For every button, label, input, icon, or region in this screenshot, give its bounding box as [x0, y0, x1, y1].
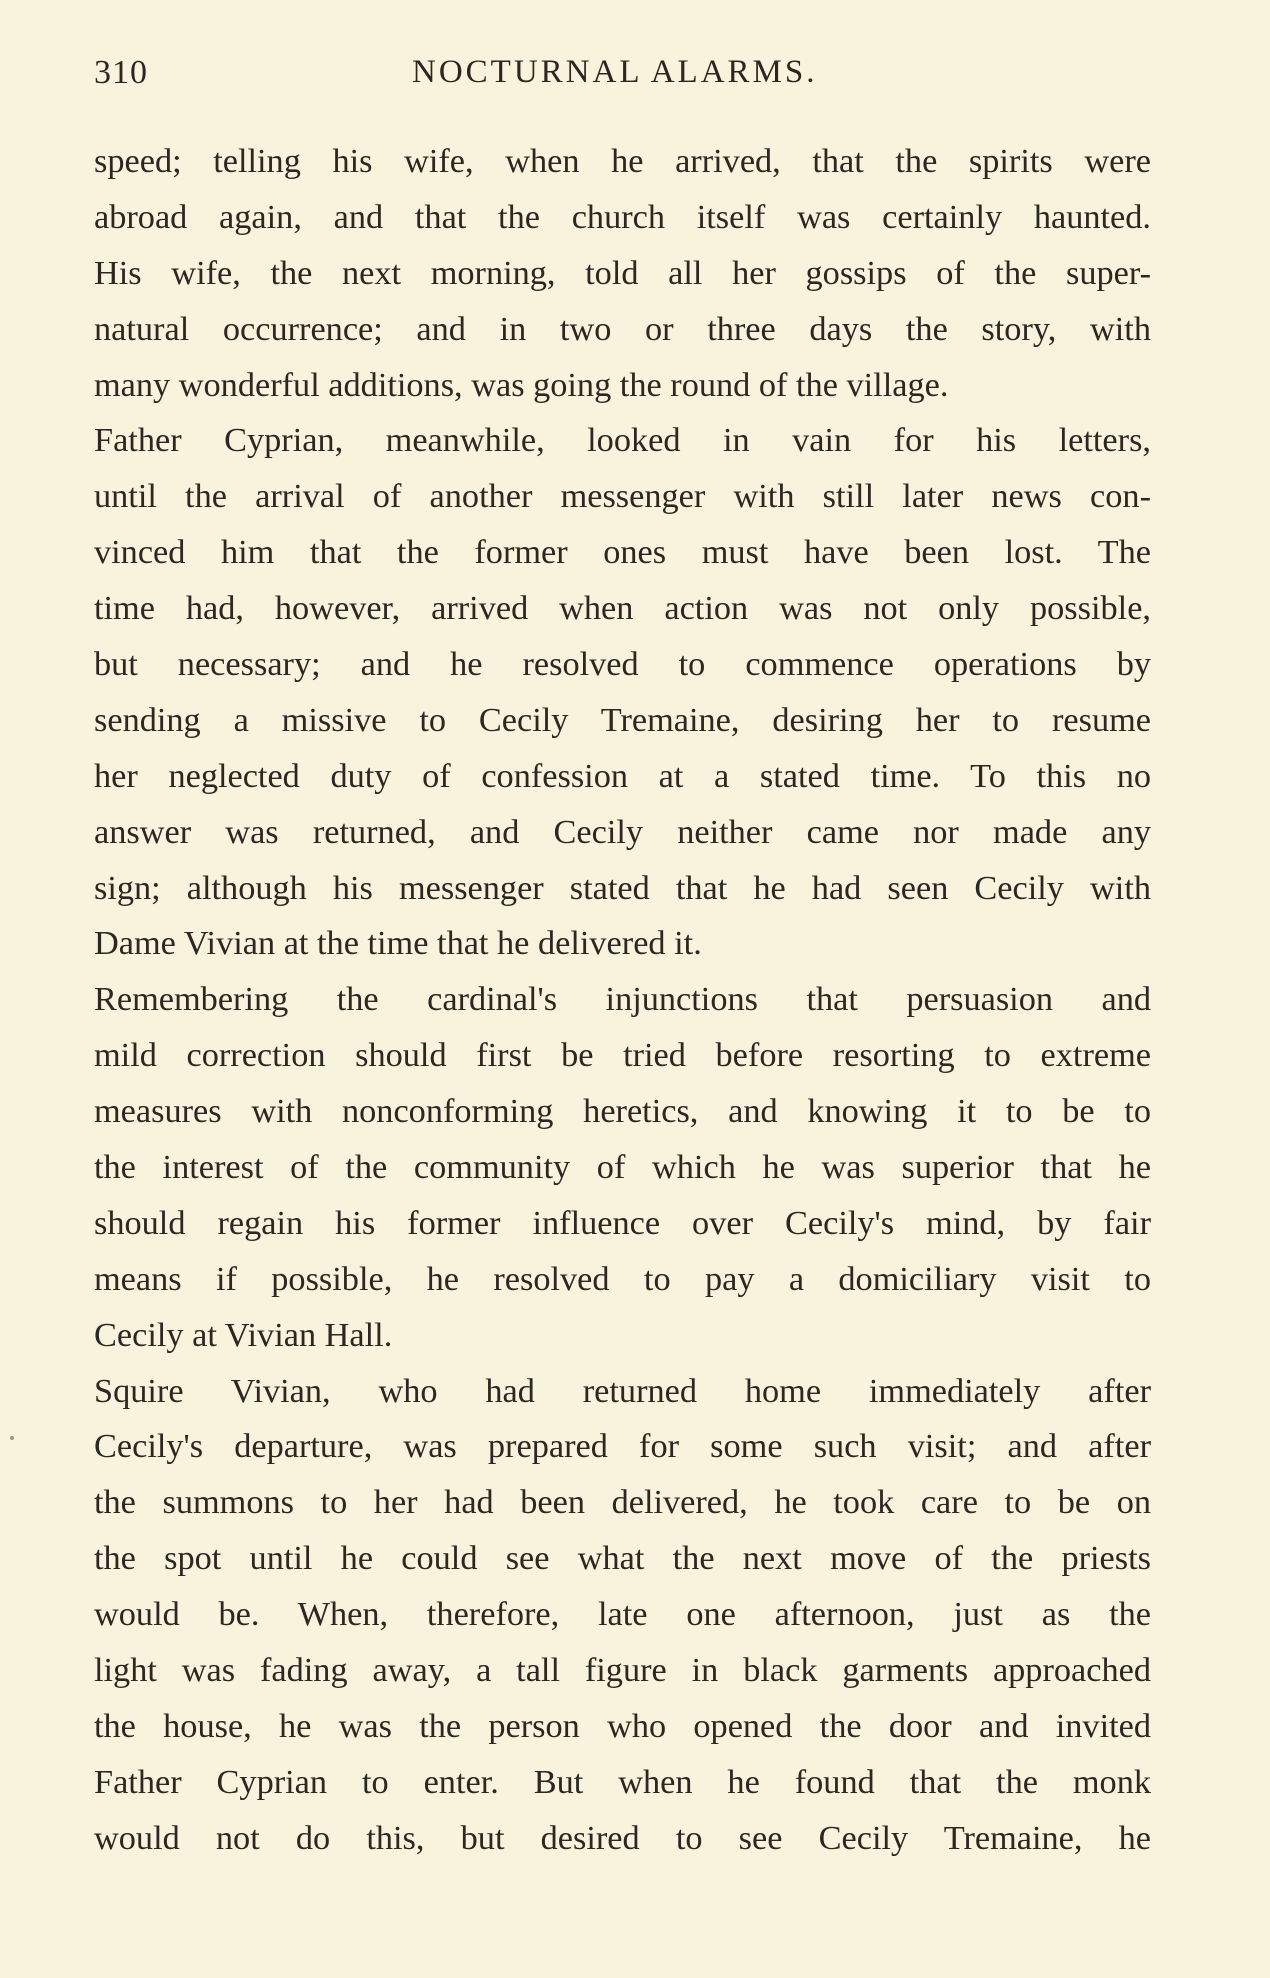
text-line: answer was returned, and Cecily neither came nor made any [94, 812, 1151, 851]
text-line: means if possible, he resolved to pay a domiciliary visit to [94, 1259, 1151, 1298]
text-line: her neglected duty of confession at a stated time. To this no [94, 756, 1151, 795]
text-line: sending a missive to Cecily Tremaine, desiring her to resume [94, 700, 1151, 739]
text-line: the interest of the community of which he was superior that he [94, 1148, 1151, 1187]
text-line: the summons to her had been delivered, he took care to be on [94, 1483, 1151, 1522]
text-line: sign; although his messenger stated that he had seen Cecily with [94, 868, 1151, 907]
text-line: Cecily at Vivian Hall. [94, 1315, 393, 1354]
text-line: would be. When, therefore, late one afternoon, just as the [94, 1595, 1151, 1634]
text-line: mild correction should first be tried before resorting to extreme [94, 1036, 1151, 1075]
text-line: vinced him that the former ones must have been lost. The [94, 533, 1151, 572]
text-line: the house, he was the person who opened the door and invited [94, 1706, 1151, 1745]
text-line: until the arrival of another messenger with still later news con- [94, 477, 1151, 516]
text-line: Dame Vivian at the time that he delivered it. [94, 924, 702, 963]
text-line: but necessary; and he resolved to commence operations by [94, 645, 1151, 684]
text-line: measures with nonconforming heretics, and knowing it to be to [94, 1092, 1151, 1131]
text-line: Cecily's departure, was prepared for some such visit; and after [94, 1427, 1151, 1466]
text-line: should regain his former influence over Cecily's mind, by fair [94, 1203, 1151, 1242]
text-line: the spot until he could see what the next move of the priests [94, 1539, 1151, 1578]
text-line: natural occurrence; and in two or three days the story, with [94, 309, 1151, 348]
running-title: NOCTURNAL ALARMS. [412, 54, 818, 90]
margin-speck [10, 1436, 14, 1440]
text-line: His wife, the next morning, told all her gossips of the super- [94, 253, 1151, 292]
text-line: Squire Vivian, who had returned home immediately after [94, 1371, 1151, 1410]
text-line: time had, however, arrived when action was not only possible, [94, 589, 1151, 628]
page-header [94, 54, 1154, 104]
text-line: would not do this, but desired to see Cecily Tremaine, he [94, 1818, 1151, 1857]
text-line: Father Cyprian, meanwhile, looked in vain for his letters, [94, 421, 1151, 460]
body-text [94, 134, 1151, 1867]
text-line: speed; telling his wife, when he arrived, that the spirits were [94, 142, 1151, 180]
text-line: many wonderful additions, was going the round of the village. [94, 365, 949, 404]
text-line: abroad again, and that the church itself was certainly haunted. [94, 197, 1151, 236]
text-line: light was fading away, a tall figure in black garments approached [94, 1651, 1151, 1690]
page-number: 310 [94, 54, 148, 91]
text-line: Father Cyprian to enter. But when he found that the monk [94, 1762, 1151, 1801]
text-line: Remembering the cardinal's injunctions that persuasion and [94, 980, 1151, 1019]
